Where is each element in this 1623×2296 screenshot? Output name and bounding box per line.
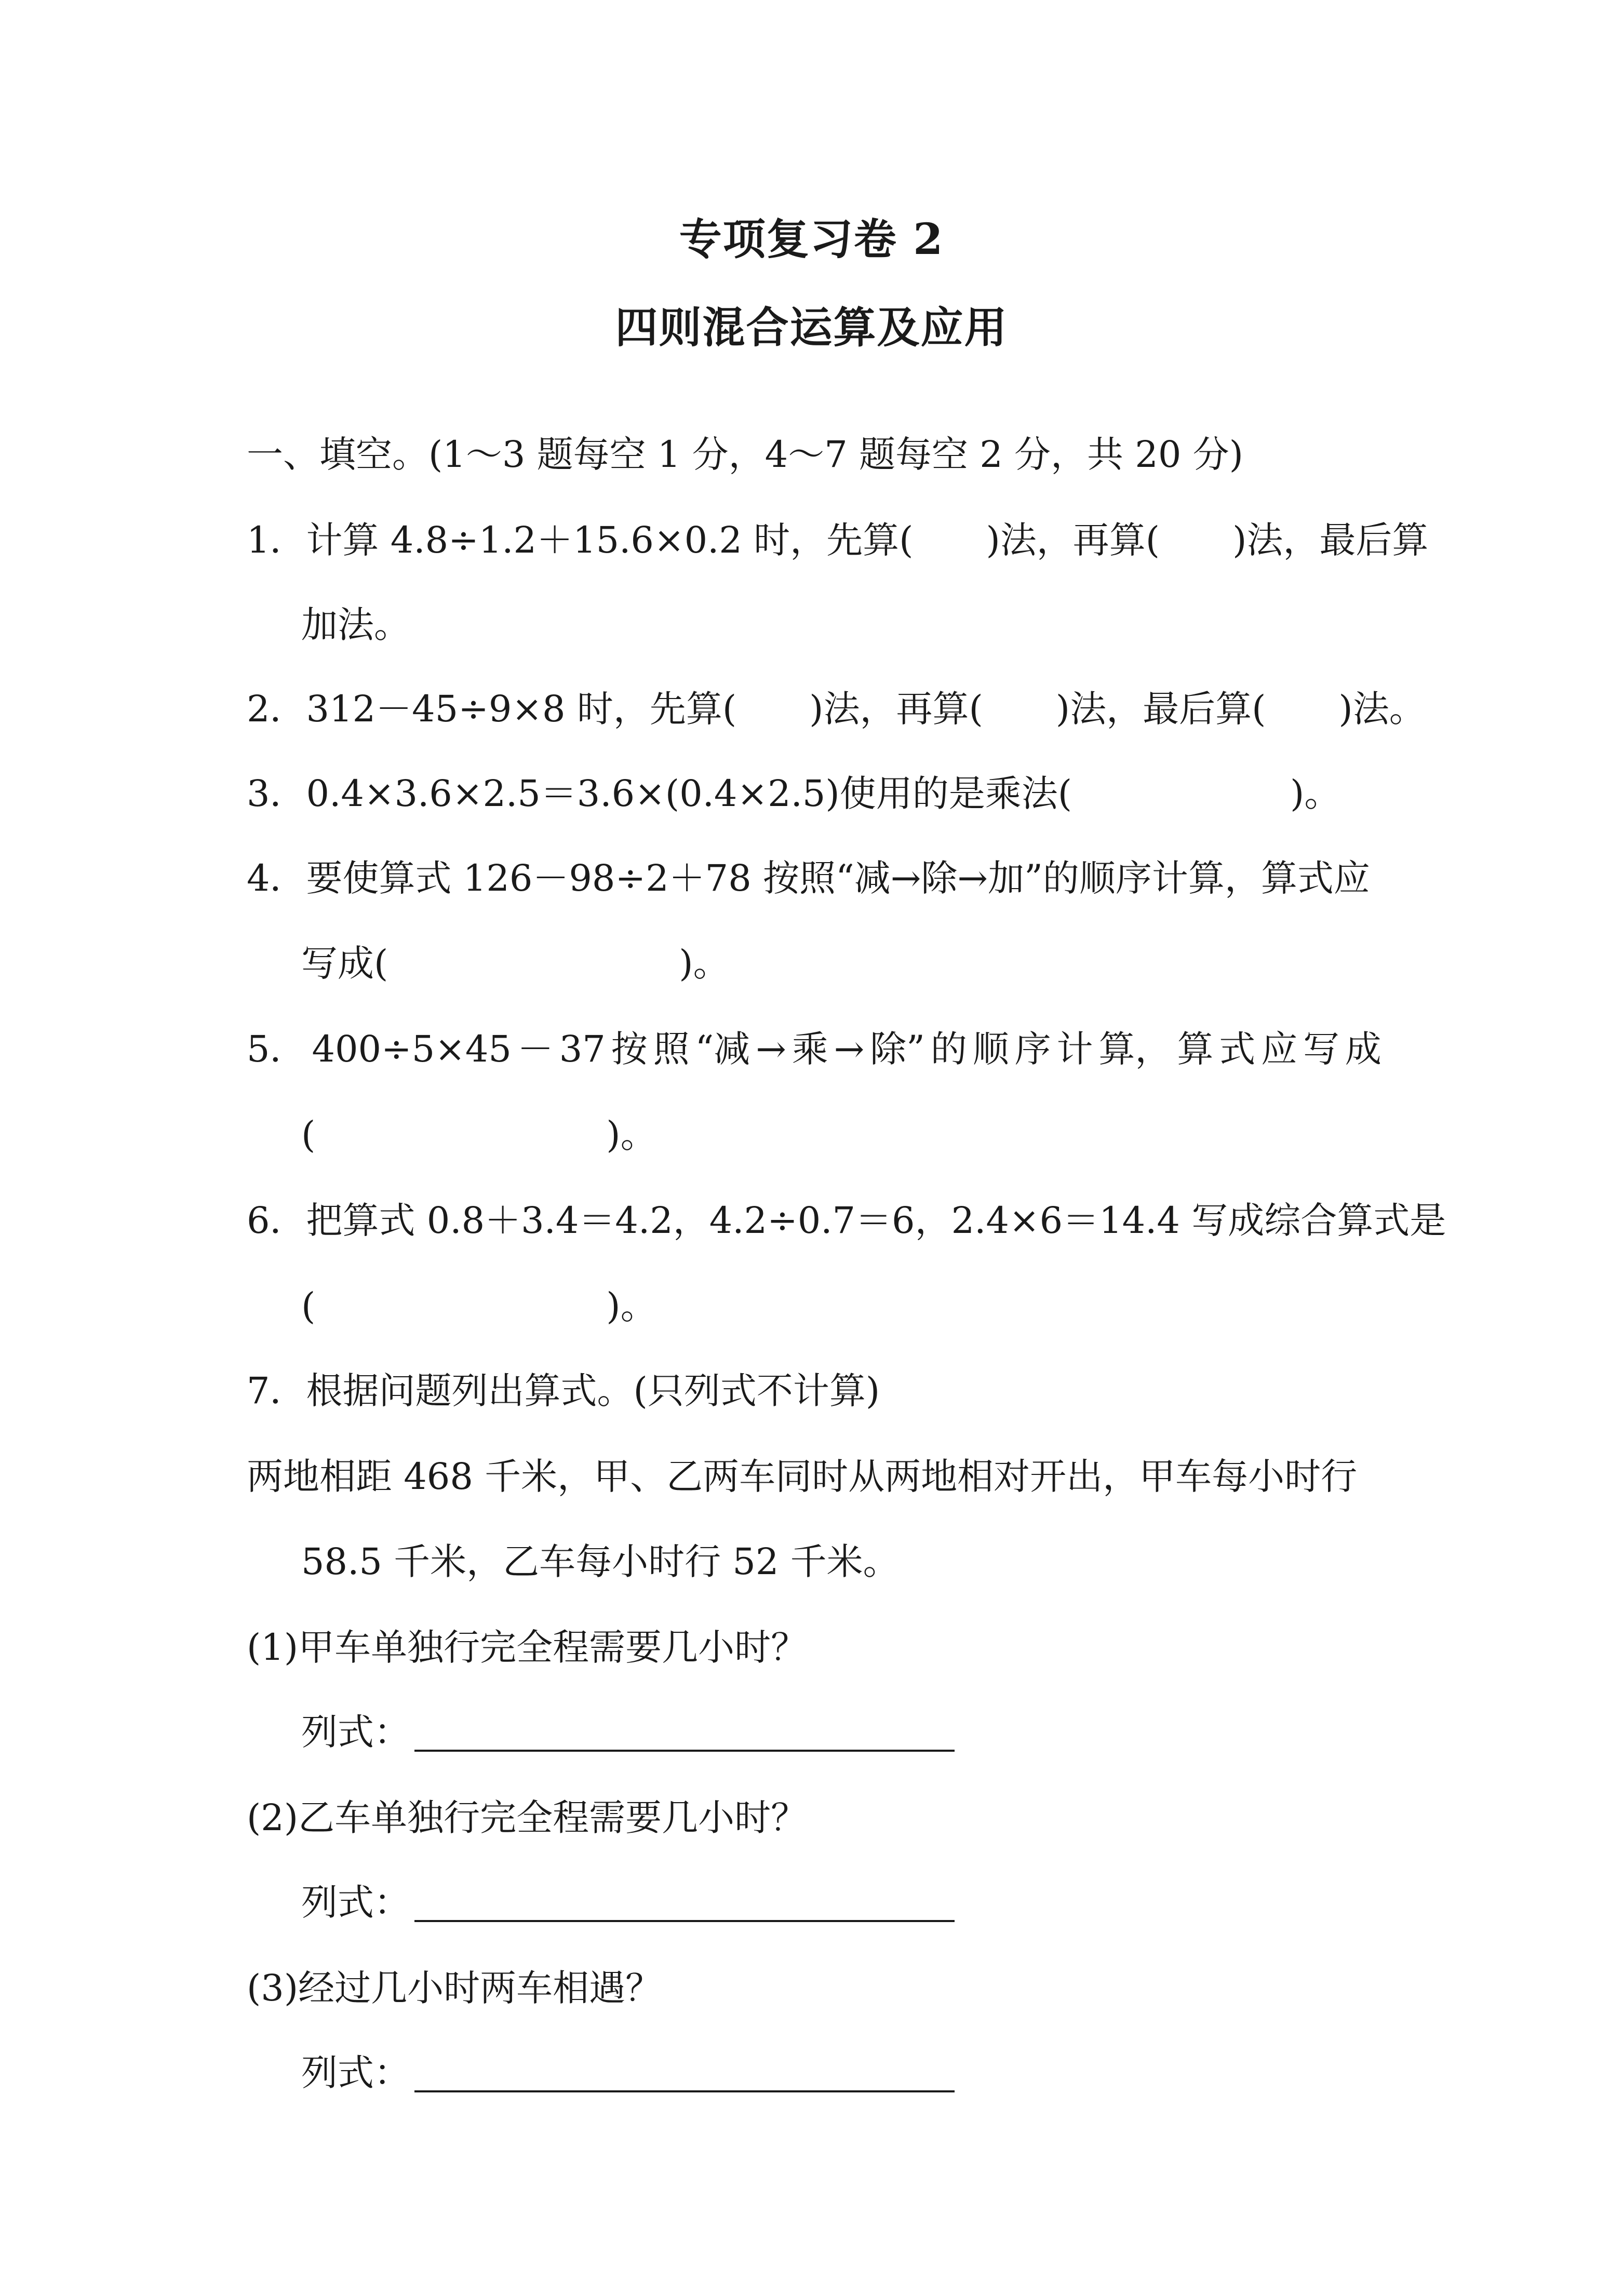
q5-part: 乘 [792,1028,828,1070]
sub-question-3: (3)经过几小时两车相遇？ [247,1967,662,2009]
question-7-context-line-2: 58.5 千米，乙车每小时行 52 千米。 [301,1540,900,1583]
question-1-line-1: 1．计算 4.8÷1.2＋15.6×0.2 时，先算( )法，再算( )法，最后算 [247,519,1429,561]
q5-part: → [756,1028,786,1070]
document-title: 专项复习卷 2 [679,214,944,264]
q5-part: 照 [653,1028,690,1070]
question-1-line-2: 加法。 [301,603,410,646]
sub-question-1: (1)甲车单独行完全程需要几小时？ [247,1626,808,1669]
question-6-line-1: 6．把算式 0.8＋3.4＝4.2，4.2÷0.7＝6，2.4×6＝14.4 写成综合算式是 [247,1199,1446,1242]
question-7: 7．根据问题列出算式。(只列式不计算) [247,1369,880,1412]
question-3: 3．0.4×3.6×2.5＝3.6×(0.4×2.5)使用的是乘法( )。 [247,772,1341,815]
q5-part: － [517,1028,554,1070]
question-7-context-line-1: 两地相距 468 千米，甲、乙两车同时从两地相对开出，甲车每小时行 [247,1455,1358,1498]
q5-part: “减 [695,1028,750,1070]
formula-label: 列式： [301,2051,410,2094]
q5-part: 400÷5×45 [312,1028,512,1070]
q5-part: 37 [559,1028,606,1070]
q5-part: 算 [1177,1028,1214,1070]
q5-part: 除” [870,1028,925,1070]
answer-line-3[interactable] [414,2087,955,2092]
question-2: 2．312－45÷9×8 时，先算( )法，再算( )法，最后算( )法。 [247,688,1426,730]
q5-part: 算， [1098,1028,1172,1070]
question-5-line-2: ( )。 [301,1113,657,1156]
q5-part: 5． [247,1028,306,1070]
q5-part: 序 [1014,1028,1051,1070]
q5-part: 顺 [972,1028,1009,1070]
q5-part: 式 [1219,1028,1256,1070]
q5-part: → [834,1028,865,1070]
q5-part: 的 [930,1028,967,1070]
q5-part: 按 [611,1028,648,1070]
formula-row-2 [301,1881,955,1924]
formula-label: 列式： [301,1711,410,1753]
formula-row-3 [301,2051,955,2094]
q5-part: 计 [1056,1028,1093,1070]
question-4-line-2: 写成( )。 [301,942,730,985]
q5-part: 应 [1261,1028,1298,1070]
q5-part: 成 [1345,1028,1381,1070]
formula-label: 列式： [301,1881,410,1924]
sub-question-2: (2)乙车单独行完全程需要几小时？ [247,1796,808,1839]
answer-line-2[interactable] [414,1917,955,1922]
document-subtitle: 四则混合运算及应用 [615,303,1008,353]
question-5-line-1 [247,1028,1381,1070]
question-4-line-1: 4．要使算式 126－98÷2＋78 按照“减→除→加”的顺序计算，算式应 [247,857,1370,899]
q5-part: 写 [1303,1028,1339,1070]
section-heading: 一、填空。(1～3 题每空 1 分，4～7 题每空 2 分，共 20 分) [247,433,1243,476]
formula-row-1 [301,1711,955,1753]
answer-line-1[interactable] [414,1747,955,1752]
question-6-line-2: ( )。 [301,1285,657,1327]
